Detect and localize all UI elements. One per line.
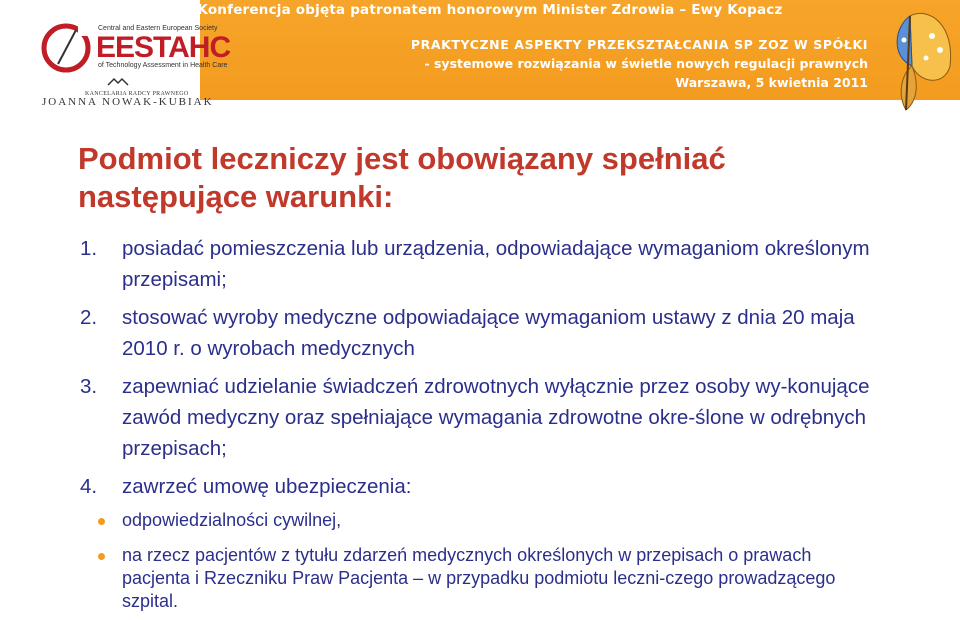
law-firm-name: JOANNA NOWAK-KUBIAK <box>42 96 214 108</box>
butterfly-emblem-icon <box>860 6 958 118</box>
list-item-number: 2. <box>80 306 98 329</box>
slide-heading <box>78 140 898 216</box>
list-item-text: posiadać pomieszczenia lub urządzenia, odpowiadające wymaganiom określonym przepisami; <box>122 237 870 291</box>
sub-list-item-text: odpowiedzialności cywilnej, <box>122 510 342 530</box>
sub-list-item <box>80 544 880 613</box>
sub-list-item-text: na rzecz pacjentów z tytułu zdarzeń medycznych określonych w przepisach o prawach pacjenta i Rzeczniku Praw Pacjenta – w przypadku podmiotu leczni-czego prowadzącego szpital. <box>122 545 836 611</box>
slide-heading-line-1: Podmiot leczniczy jest obowiązany spełniać <box>78 141 726 176</box>
conference-title: PRAKTYCZNE ASPEKTY PRZEKSZTAŁCANIA SP ZOZ W SPÓŁKI <box>410 37 868 52</box>
eestahc-wordmark: EESTAHC <box>96 31 231 64</box>
list-item <box>80 233 880 295</box>
conference-subtitle: - systemowe rozwiązania w świetle nowych regulacji prawnych <box>424 56 868 71</box>
bullet-icon <box>98 518 105 525</box>
conference-place-date: Warszawa, 5 kwietnia 2011 <box>675 75 868 90</box>
sub-list-item <box>80 509 880 532</box>
list-item-number: 3. <box>80 375 98 398</box>
eestahc-tagline-text: of Technology Assessment in Health Care <box>98 62 228 69</box>
list-item-number: 4. <box>80 475 98 498</box>
list-item-text: stosować wyroby medyczne odpowiadające wymaganiom ustawy z dnia 20 maja 2010 r. o wyrobach medycznych <box>122 306 855 360</box>
law-firm-emblem-icon <box>106 77 130 87</box>
patronage-text: Konferencja objęta patronatem honorowym Minister Zdrowia – Ewy Kopacz <box>197 2 783 18</box>
list-item-text: zawrzeć umowę ubezpieczenia: <box>122 475 412 498</box>
law-firm-type: KANCELARIA RADCY PRAWNEGO <box>85 91 189 97</box>
list-item <box>80 371 880 464</box>
list-item <box>80 471 880 502</box>
list-item-number: 1. <box>80 237 98 260</box>
slide-heading-line-2: następujące warunki: <box>78 179 394 214</box>
eestahc-society-text: Central and Eastern European Society <box>98 25 218 32</box>
list-item-text: zapewniać udzielanie świadczeń zdrowotnych wyłącznie przez osoby wy-konujące zawód medyczny oraz spełniające wymagania zdrowotne okre-ślone w odrębnych przepisach; <box>122 375 870 460</box>
requirements-list <box>80 233 880 619</box>
bullet-icon <box>98 553 105 560</box>
header-banner <box>0 0 960 108</box>
list-item <box>80 302 880 364</box>
